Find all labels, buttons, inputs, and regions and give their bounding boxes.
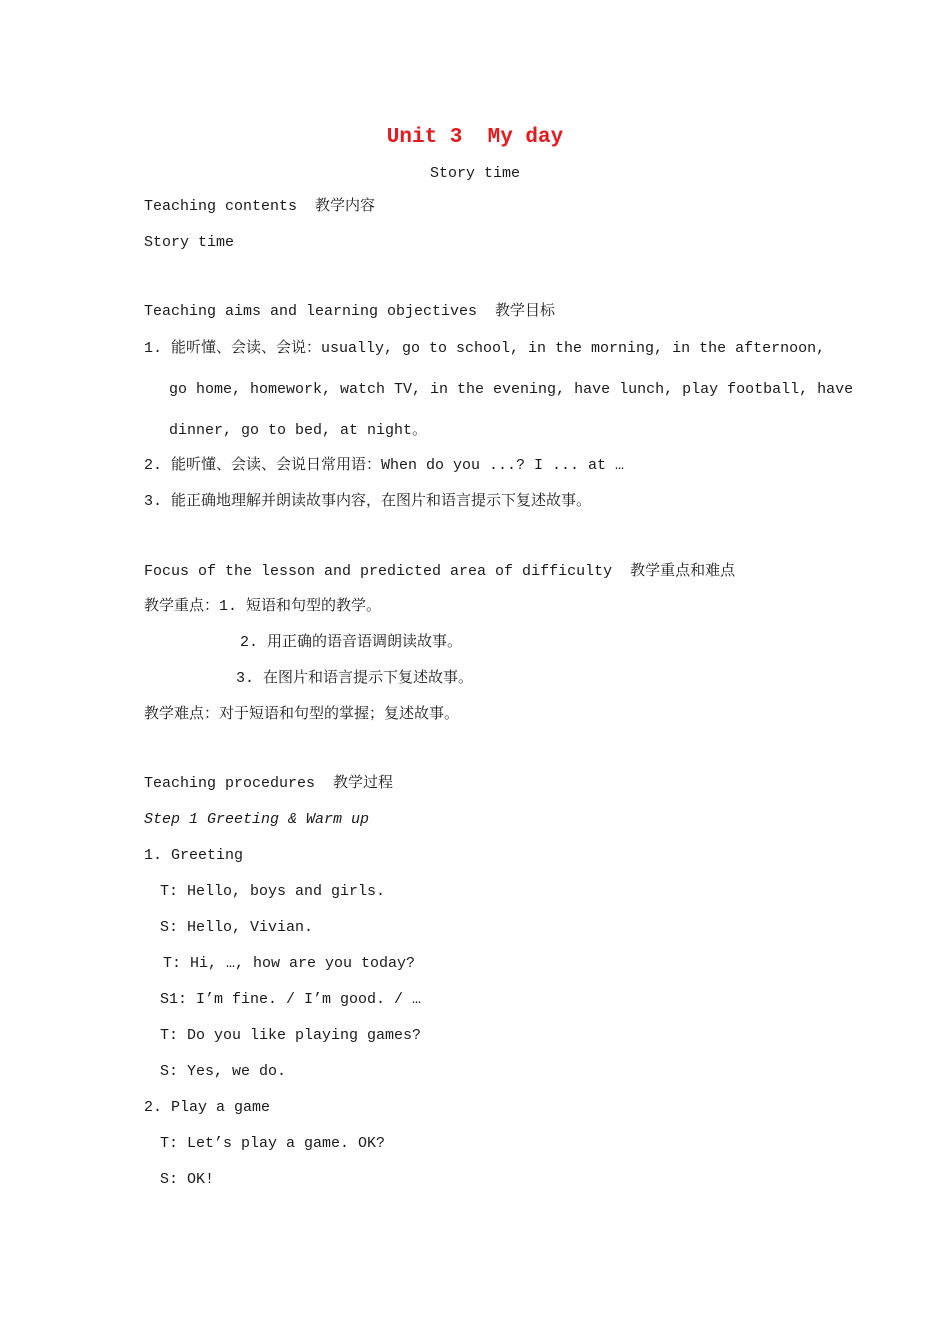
document-title: Unit 3 My day xyxy=(386,126,564,149)
aim-1-line-2: go home, homework, watch TV, in the evening, have lunch, play football, have xyxy=(169,381,854,398)
key-point-3: 3. 在图片和语言提示下复述故事。 xyxy=(236,670,474,687)
step-1-heading: Step 1 Greeting & Warm up xyxy=(144,811,370,828)
focus-heading: Focus of the lesson and predicted area of difficulty 教学重点和难点 xyxy=(144,563,736,580)
item-play-game: 2. Play a game xyxy=(144,1099,271,1116)
contents-heading: Teaching contents 教学内容 xyxy=(144,198,376,215)
dialogue-line: S1: I’m fine. / I’m good. / … xyxy=(160,991,422,1008)
dialogue-line: T: Do you like playing games? xyxy=(160,1027,422,1044)
key-point-1: 教学重点：1. 短语和句型的教学。 xyxy=(144,598,382,615)
dialogue-line: T: Let’s play a game. OK? xyxy=(160,1135,386,1152)
key-point-2: 2. 用正确的语音语调朗读故事。 xyxy=(240,634,463,651)
dialogue-line: T: Hi, …, how are you today? xyxy=(163,955,416,972)
procedures-heading: Teaching procedures 教学过程 xyxy=(144,775,394,792)
contents-text: Story time xyxy=(144,234,235,251)
dialogue-line: S: Yes, we do. xyxy=(160,1063,287,1080)
dialogue-line: S: Hello, Vivian. xyxy=(160,919,314,936)
aim-1-line-1: 1. 能听懂、会读、会说：usually, go to school, in the morning, in the afternoon, xyxy=(144,340,826,357)
dialogue-line: T: Hello, boys and girls. xyxy=(160,883,386,900)
aim-2: 2. 能听懂、会读、会说日常用语：When do you ...? I ... at … xyxy=(144,457,625,474)
aim-3: 3. 能正确地理解并朗读故事内容，在图片和语言提示下复述故事。 xyxy=(144,493,592,510)
dialogue-line: S: OK! xyxy=(160,1171,215,1188)
item-greeting: 1. Greeting xyxy=(144,847,244,864)
aim-1-line-3: dinner, go to bed, at night。 xyxy=(169,422,428,439)
document-subtitle: Story time xyxy=(429,165,520,182)
difficulty: 教学难点：对于短语和句型的掌握；复述故事。 xyxy=(144,706,460,723)
aims-heading: Teaching aims and learning objectives 教学目标 xyxy=(144,303,556,320)
